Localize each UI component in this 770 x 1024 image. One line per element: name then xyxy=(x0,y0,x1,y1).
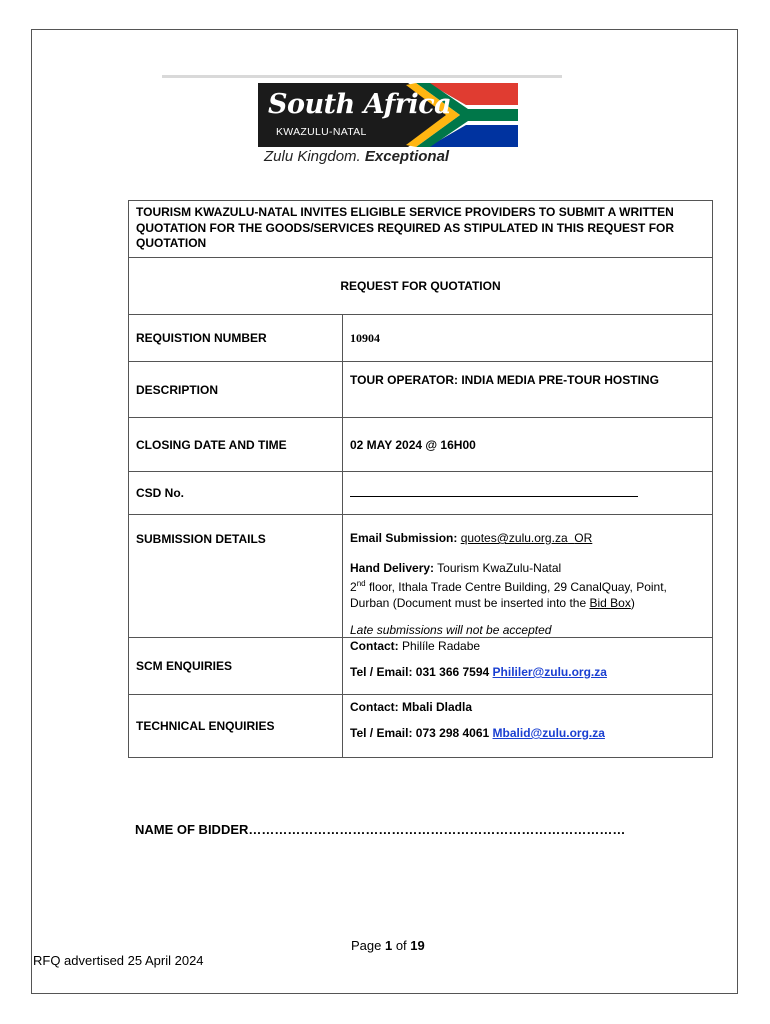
advertised-date: RFQ advertised 25 April 2024 xyxy=(33,953,204,968)
quotes-email-link[interactable]: quotes@zulu.org.za OR xyxy=(460,531,593,545)
hand-delivery-value: Tourism KwaZulu-Natal xyxy=(437,560,562,575)
scm-row xyxy=(129,638,713,695)
requisition-label: REQUISTION NUMBER xyxy=(129,315,343,362)
closing-label: CLOSING DATE AND TIME xyxy=(129,418,343,472)
rfq-title: REQUEST FOR QUOTATION xyxy=(129,258,713,315)
closing-value: 02 MAY 2024 @ 16H00 xyxy=(343,418,713,472)
description-label: DESCRIPTION xyxy=(129,362,343,418)
hand-delivery-label: Hand Delivery: xyxy=(350,560,435,575)
rfq-table xyxy=(128,200,713,758)
south-africa-logo xyxy=(258,83,518,147)
header-rule xyxy=(162,75,562,78)
logo-tagline xyxy=(264,148,449,165)
scm-tel: Tel / Email: 031 366 7594 xyxy=(350,665,490,679)
technical-label: TECHNICAL ENQUIRIES xyxy=(129,695,343,758)
requisition-value: 10904 xyxy=(343,315,713,362)
description-value: TOUR OPERATOR: INDIA MEDIA PRE-TOUR HOSTING xyxy=(343,362,713,418)
page-number: Page 1 of 19 xyxy=(351,938,425,953)
scm-contact-name: Philíle Radabe xyxy=(402,639,481,653)
submission-row xyxy=(129,515,713,638)
durban-line: Durban (Document must be inserted into the Bid Box) xyxy=(350,595,635,610)
bid-box-text: Bid Box xyxy=(589,595,631,610)
rfq-title-row xyxy=(129,258,713,315)
technical-contact: Contact: Mbali Dladla xyxy=(350,700,473,714)
address-line: 2nd floor, Ithala Trade Centre Building, 29 CanalQuay, Point, xyxy=(350,579,667,594)
requisition-row xyxy=(129,315,713,362)
tagline-bold: Exceptional xyxy=(364,148,450,165)
csd-row xyxy=(129,472,713,515)
csd-value[interactable] xyxy=(343,472,713,515)
scm-email-link[interactable]: Phililer@zulu.org.za xyxy=(492,665,607,679)
closing-row xyxy=(129,418,713,472)
submission-label: SUBMISSION DETAILS xyxy=(129,515,343,638)
logo-region: KWAZULU-NATAL xyxy=(276,126,367,138)
late-notice: Late submissions will not be accepted xyxy=(350,623,552,637)
name-of-bidder[interactable]: NAME OF BIDDER…………………………………………………………………………… xyxy=(135,822,626,837)
scm-details xyxy=(343,638,713,695)
intro-row xyxy=(129,201,713,258)
scm-contact-label: Contact: xyxy=(350,639,399,653)
technical-tel: Tel / Email: 073 298 4061 xyxy=(350,726,490,740)
description-row xyxy=(129,362,713,418)
technical-details xyxy=(343,695,713,758)
technical-email-link[interactable]: Mbalid@zulu.org.za xyxy=(492,726,605,740)
csd-label: CSD No. xyxy=(129,472,343,515)
csd-fill-line[interactable] xyxy=(350,495,638,497)
intro-text: TOURISM KWAZULU-NATAL INVITES ELIGIBLE SERVICE PROVIDERS TO SUBMIT A WRITTEN QUOTATION FOR THE GOODS/SERVICES REQUIRED AS STIPULATED IN THIS REQUEST FOR QUOTATION xyxy=(129,201,713,258)
tagline-regular: Zulu Kingdom. xyxy=(264,148,361,165)
email-submission-label: Email Submission: xyxy=(350,531,458,545)
logo-wordmark: South Africa xyxy=(268,89,452,120)
technical-row xyxy=(129,695,713,758)
scm-label: SCM ENQUIRIES xyxy=(129,638,343,695)
submission-details xyxy=(343,515,713,638)
